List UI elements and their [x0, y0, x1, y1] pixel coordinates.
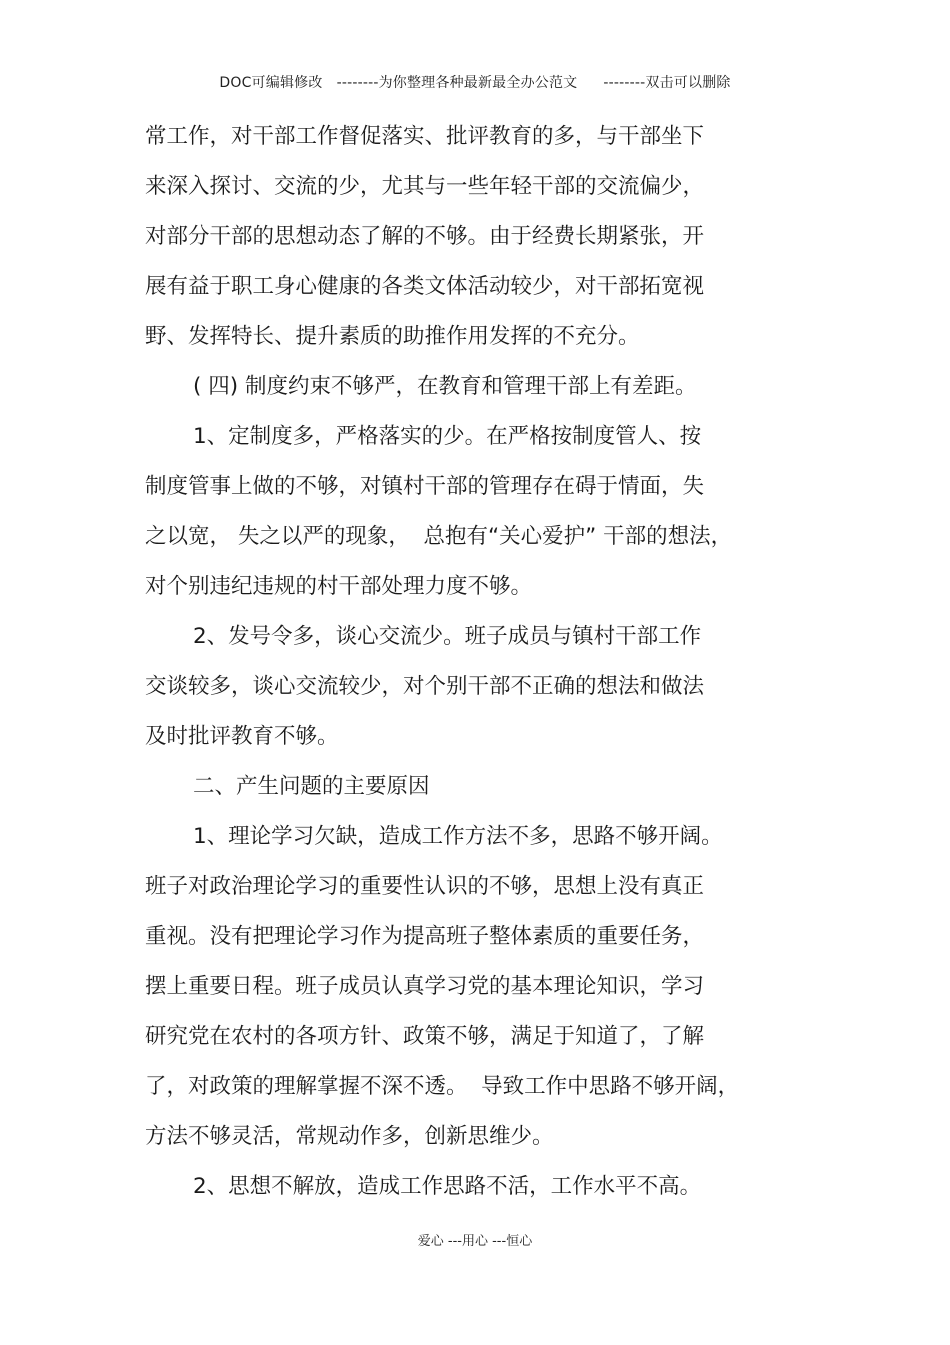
text-line: 班子对政治理论学习的重要性认识的不够，思想上没有真正 [145, 874, 705, 899]
text-line: 对部分干部的思想动态了解的不够。由于经费长期紧张，开 [145, 224, 705, 249]
header-right-text: --------双击可以删除 [603, 75, 731, 91]
text-line: 2、思想不解放，造成工作思路不活，工作水平不高。 [193, 1174, 702, 1199]
header-doc-label: DOC可编辑修改 [219, 75, 323, 91]
text-line: 交谈较多，谈心交流较少，对个别干部不正确的想法和做法 [145, 674, 705, 699]
text-line: 野、发挥特长、提升素质的助推作用发挥的不充分。 [145, 324, 640, 349]
section-heading: 二、产生问题的主要原因 [193, 774, 430, 799]
text-line: 研究党在农村的各项方针、政策不够，满足于知道了，了解 [145, 1024, 705, 1049]
text-line: 2、发号令多，谈心交流少。班子成员与镇村干部工作 [193, 624, 702, 649]
text-line: 摆上重要日程。班子成员认真学习党的基本理论知识，学习 [145, 974, 705, 999]
text-line: 之以宽， 失之以严的现象， 总抱有“关心爱护” 干部的想法， [145, 524, 733, 549]
text-line: 及时批评教育不够。 [145, 724, 339, 749]
text-line: 对个别违纪违规的村干部处理力度不够。 [145, 574, 533, 599]
page-header [0, 72, 950, 92]
text-line: 展有益于职工身心健康的各类文体活动较少，对干部拓宽视 [145, 274, 705, 299]
text-line: 常工作，对干部工作督促落实、批评教育的多，与干部坐下 [145, 124, 705, 149]
text-line: 重视。没有把理论学习作为提高班子整体素质的重要任务， [145, 924, 705, 949]
header-middle-text: --------为你整理各种最新最全办公范文 [336, 75, 578, 91]
text-line: 来深入探讨、交流的少，尤其与一些年轻干部的交流偏少， [145, 174, 705, 199]
text-line: 了，对政策的理解掌握不深不透。 导致工作中思路不够开阔， [145, 1074, 740, 1099]
text-line: 1、定制度多，严格落实的少。在严格按制度管人、按 [193, 424, 702, 449]
text-line: 制度管事上做的不够，对镇村干部的管理存在碍于情面，失 [145, 474, 705, 499]
text-line: 1、理论学习欠缺，造成工作方法不多，思路不够开阔。 [193, 824, 723, 849]
page-footer: 爱心 ---用心 ---恒心 [417, 1234, 533, 1249]
text-line: 方法不够灵活，常规动作多，创新思维少。 [145, 1124, 554, 1149]
section-heading: ( 四) 制度约束不够严，在教育和管理干部上有差距。 [193, 374, 697, 399]
